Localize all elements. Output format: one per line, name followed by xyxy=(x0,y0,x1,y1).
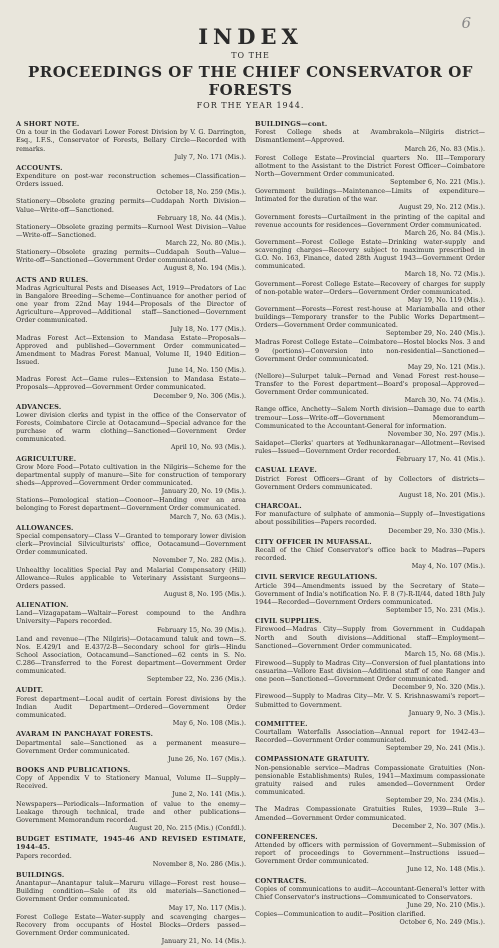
section-heading: CIVIL SUPPLIES. xyxy=(255,617,322,626)
entry-reference: May 29, No. 121 (Mis.). xyxy=(407,362,485,371)
entry-reference: October 18, No. 259 (Mis.). xyxy=(156,188,246,197)
index-section xyxy=(16,276,246,400)
entry-reference: June 12, No. 148 (Mis.). xyxy=(407,865,485,874)
index-entry xyxy=(16,879,246,912)
index-section xyxy=(16,766,246,832)
entry-text: Lower division clerks and typist in the office of the Conservator of Forests, Coimbatore Circle at Ootacamund—Special advance for the purchase of warm clothing—Sanctioned—Government Order communicated. xyxy=(16,410,246,444)
index-entry xyxy=(16,800,246,833)
index-entry xyxy=(255,692,485,716)
index-section xyxy=(16,120,246,161)
entry-text: Government—Forests—Forest rest-house at Mariamballa and other buildings—Temporary transfer to the Public Works Department—Orders—Government Order communicated. xyxy=(255,304,485,330)
section-heading: CITY OFFICER IN MUFASSAL. xyxy=(255,537,372,546)
entry-reference: January 20, No. 19 (Mis.). xyxy=(161,487,246,496)
page-number: 6 xyxy=(461,14,471,32)
section-heading: AUDIT. xyxy=(16,686,44,695)
index-entry xyxy=(16,284,246,333)
section-heading: ALIENATION. xyxy=(16,601,69,610)
section-heading: BUILDINGS—cont. xyxy=(255,120,328,128)
index-section xyxy=(255,833,485,874)
index-entry xyxy=(16,695,246,728)
index-entry xyxy=(255,910,485,926)
section-heading: AVARAM IN PANCHAYAT FORESTS. xyxy=(16,730,154,739)
index-entry xyxy=(16,739,246,763)
index-entry xyxy=(16,128,246,161)
entry-reference: December 9, No. 306 (Mis.). xyxy=(153,391,246,400)
entry-reference: March 7, No. 63 (Mis.). xyxy=(169,512,246,521)
entry-text: Unhealthy localities Special Pay and Malarial Compensatory (Hill) Allowance—Rules applicable to Veterinary Assistant Surgeons—Orders passed. xyxy=(16,565,246,590)
entry-reference: March 18, No. 72 (Mis.). xyxy=(404,270,485,279)
entry-reference: August 20, No. 215 (Mis.) (Confdl.). xyxy=(129,823,246,832)
entry-reference: September 22, No. 236 (Mis.). xyxy=(146,675,246,684)
section-heading: A SHORT NOTE. xyxy=(16,120,80,128)
index-entry xyxy=(255,510,485,534)
entry-text: The Madras Compassionate Gratuities Rules, 1939—Rule 3—Amended—Government Order communicated. xyxy=(255,805,485,822)
subtitle-to-the: TO THE xyxy=(231,51,270,60)
entry-reference: June 26, No. 167 (Mis.). xyxy=(168,754,246,763)
index-entry xyxy=(255,805,485,829)
section-heading: COMPASSIONATE GRATUITY. xyxy=(255,755,370,764)
entry-text: Grow More Food—Potato cultivation in the Nilgiris—Scheme for the departmental supply of manure—Site for construction of temporary sheds—Approved—Government Order communicated. xyxy=(16,462,246,488)
entry-text: Expenditure on post-war reconstruction schemes—Classification—Orders issued. xyxy=(16,172,246,189)
index-section xyxy=(255,755,485,829)
entry-reference: February 18, No. 44 (Mis.). xyxy=(157,213,246,222)
entry-text: Firewood—Supply to Madras City—Conversion of fuel plantations into casuarina—Vellore East division—Additional staff of one Ranger and one peon—Sanctioned—Government Order communicated. xyxy=(255,658,485,684)
index-section xyxy=(16,164,246,273)
index-columns xyxy=(16,120,485,948)
index-entry xyxy=(16,609,246,633)
entry-reference: May 19, No. 119 (Mis.). xyxy=(407,295,485,304)
entry-text: On a tour in the Godavari Lower Forest Division by V. G. Darrington, Esq., I.F.S., Conservator of Forests, Bellary Circle—Recorded with remarks. xyxy=(16,128,246,153)
entry-text: Forest College sheds at Avambrakola—Nilgiris district—Dismantlement—Approved. xyxy=(255,128,485,145)
section-heading: ALLOWANCES. xyxy=(16,523,74,532)
index-entry xyxy=(16,496,246,520)
index-section xyxy=(16,524,246,598)
entry-text: Forest department—Local audit of certain Forest divisions by the Indian Audit Department—Ordered—Government Order communicated. xyxy=(16,694,246,719)
index-entry xyxy=(255,238,485,279)
entry-reference: December 9, No. 320 (Mis.). xyxy=(392,683,485,692)
index-section xyxy=(255,877,485,927)
entry-reference: March 22, No. 80 (Mis.). xyxy=(165,239,246,248)
section-heading: ACCOUNTS. xyxy=(16,163,63,172)
left-column xyxy=(16,120,246,948)
entry-reference: September 15, No. 231 (Mis.). xyxy=(385,605,485,614)
entry-text: Land and revenue—(The Nilgiris)—Ootacamund taluk and town—S. Nos. E.429/1 and E.437/2-B—Secondary school for girls—Hindu School Association, Ootacamund—Sanctioned—62 cents in S. No. C.286—Transferred to the Forest department—Government Order communicated. xyxy=(16,634,246,676)
index-section xyxy=(16,730,246,763)
entry-reference: January 21, No. 14 (Mis.). xyxy=(161,937,246,946)
entry-reference: November 7, No. 282 (Mis.). xyxy=(152,556,246,565)
entry-reference: May 4, No. 107 (Mis.). xyxy=(411,562,485,571)
index-section xyxy=(16,601,246,683)
index-entry xyxy=(255,405,485,438)
index-section xyxy=(16,835,246,868)
index-entry xyxy=(16,223,246,247)
entry-text: Non-pensionable service—Madras Compassionate Gratuities (Non-pensionable Establishments) Rules, 1941—Maximum compassionate gratuity raised and rules amended—Government Order communicated. xyxy=(255,763,485,797)
entry-reference: February 17, No. 41 (Mis.). xyxy=(396,455,485,464)
entry-reference: January 9, No. 3 (Mis.). xyxy=(408,708,485,717)
section-heading: BUDGET ESTIMATE, 1945-46 AND REVISED ESTIMATE, 1944-45. xyxy=(16,835,246,852)
entry-text: For manufacture of sulphate of ammonia—Supply of—Investigations about possibilities—Papers recorded. xyxy=(255,510,485,527)
section-heading: COMMITTEE. xyxy=(255,719,308,728)
entry-reference: March 26, No. 83 (Mis.). xyxy=(404,144,485,153)
index-entry xyxy=(255,128,485,152)
entry-text: Forest College Estate—Water-supply and scavenging charges—Recovery from occupants of Hostel Blocks—Orders passed—Government Order communicated. xyxy=(16,912,246,937)
entry-text: Government forests—Curtailment in the printing of the capital and revenue accounts for residences—Government Order communicated. xyxy=(255,212,485,229)
index-entry xyxy=(16,913,246,946)
entry-reference: April 10, No. 93 (Mis.). xyxy=(170,443,246,452)
entry-reference: March 15, No. 68 (Mis.). xyxy=(404,649,485,658)
index-entry xyxy=(16,635,246,684)
entry-text: Stationery—Obsolete grazing permits—Cuddapah North Division—Value—Write-off—Sanctioned. xyxy=(16,197,246,214)
index-entry xyxy=(255,280,485,304)
right-column xyxy=(255,120,485,948)
entry-reference: September 29, No. 241 (Mis.). xyxy=(385,744,485,753)
index-entry xyxy=(16,532,246,565)
entry-reference: November 30, No. 297 (Mis.). xyxy=(387,429,485,438)
index-entry xyxy=(16,566,246,599)
entry-text: Courtallam Waterfalls Association—Annual report for 1942-43—Recorded—Government Order communicated. xyxy=(255,728,485,745)
entry-text: Government—Forest College Estate—Drinking water-supply and scavenging charges—Recovery subject to maximum prescribed in G.O. No. 163, Finance, dated 28th August 1943—Government Order communicated. xyxy=(255,237,485,271)
index-entry xyxy=(255,305,485,338)
index-entry xyxy=(255,546,485,570)
entry-text: Madras Forest Act—Extension to Mandasa Estate—Proposals—Approved and published—Government Order communicated—Amendment to Madras Forest Manual, Volume II, 1940 Edition—Issued. xyxy=(16,333,246,367)
index-entry xyxy=(255,475,485,499)
index-section xyxy=(255,573,485,614)
entry-text: Article 394—Amendments issued by the Secretary of State—Government of India's notification No. F. 8 (7)-R-II/44, dated 18th July 1944—Recorded—Government Orders communicated. xyxy=(255,581,485,606)
entry-reference: September 6, No. 221 (Mis.). xyxy=(390,178,485,187)
entry-text: Firewood—Madras City—Supply from Government in Cuddapah North and South divisions—Additional staff—Employment—Sanctioned—Government Order communicated. xyxy=(255,625,485,650)
index-entry xyxy=(255,213,485,237)
entry-reference: June 29, No. 210 (Mis.). xyxy=(407,901,485,910)
index-entry xyxy=(16,774,246,798)
index-entry xyxy=(255,154,485,187)
entry-reference: February 15, No. 39 (Mis.). xyxy=(157,625,246,634)
entry-text: Stationery—Obsolete grazing permits—Cuddapah South—Value—Write-off—Sanctioned—Government Order communicated. xyxy=(16,248,246,265)
index-entry xyxy=(16,248,246,272)
entry-reference: August 8, No. 194 (Mis.). xyxy=(163,264,246,273)
index-entry xyxy=(16,334,246,375)
index-section xyxy=(255,617,485,717)
index-entry xyxy=(16,172,246,196)
section-heading: AGRICULTURE. xyxy=(16,454,77,463)
entry-text: Newspapers—Periodicals—Information of value to the enemy—Leakage through technical, trade and other publications—Government Memorandum recorded. xyxy=(16,799,246,824)
entry-reference: December 29, No. 330 (Mis.). xyxy=(388,526,485,535)
index-section xyxy=(255,538,485,571)
index-entry xyxy=(255,728,485,752)
section-heading: BOOKS AND PUBLICATIONS. xyxy=(16,765,131,774)
section-heading: CIVIL SERVICE REGULATIONS. xyxy=(255,573,378,582)
section-heading: BUILDINGS. xyxy=(16,870,65,879)
index-section xyxy=(16,871,246,945)
index-section xyxy=(16,686,246,727)
entry-text: Stationery—Obsolete grazing permits—Kurnool West Division—Value—Write-off—Sanctioned. xyxy=(16,222,246,239)
entry-text: Departmental sale—Sanctioned as a permanent measure—Government Order communicated. xyxy=(16,738,246,755)
entry-text: Saidapet—Clerks' quarters at Yedhunkaranagar—Allotment—Revised rules—Issued—Government Order recorded. xyxy=(255,438,485,456)
entry-text: Attended by officers with permission of Government—Submission of report of proceedings to Government—Instructions issued—Government Order communicated. xyxy=(255,841,485,866)
entry-text: Land—Vizagapatam—Waltair—Forest compound to the Andhra University—Papers recorded. xyxy=(16,609,246,626)
section-heading: ADVANCES. xyxy=(16,402,62,411)
entry-text: Copies of communications to audit—Accountant-General's letter with Chief Conservator's instructions—Communicated to Conservators. xyxy=(255,884,485,901)
entry-text: Copies—Communication to audit—Position clarified. xyxy=(255,910,426,919)
entry-text: Special compensatory—Class V—Granted to temporary lower division clerk—Provincial Silviculturists' office, Ootacamund—Government Order communicated. xyxy=(16,532,246,557)
entry-text: Copy of Appendix V to Stationery Manual, Volume II—Supply—Received. xyxy=(16,774,246,791)
index-entry xyxy=(255,885,485,909)
entry-reference: December 2, No. 307 (Mis.). xyxy=(392,821,485,830)
index-section xyxy=(255,120,485,463)
index-entry xyxy=(255,659,485,692)
subtitle-year: FOR THE YEAR 1944. xyxy=(196,101,305,110)
index-entry xyxy=(16,852,246,868)
entry-reference: July 7, No. 171 (Mis.). xyxy=(174,152,246,161)
entry-reference: June 14, No. 150 (Mis.). xyxy=(168,366,246,375)
index-entry xyxy=(255,841,485,874)
index-entry xyxy=(255,338,485,371)
entry-reference: August 18, No. 201 (Mis.). xyxy=(398,490,485,499)
section-heading: CASUAL LEAVE. xyxy=(255,466,318,475)
index-entry xyxy=(16,411,246,452)
index-entry xyxy=(255,187,485,211)
index-title: INDEX xyxy=(198,24,303,49)
entry-text: Madras Forest College Estate—Coimbatore—Hostel blocks Nos. 3 and 9 (portions)—Conversion into non-residential—Sanctioned—Government Order communicated. xyxy=(255,338,485,363)
index-entry xyxy=(16,375,246,399)
section-heading: CONFERENCES. xyxy=(255,832,318,841)
entry-text: Government—Forest College Estate—Recovery of charges for supply of non-potable water—Orders—Government Order communicated. xyxy=(255,279,485,296)
entry-text: Anantapur—Anantapur taluk—Maruru village—Forest rest house—Building condition—Sale of its old materials—Sanctioned—Government Order communicated. xyxy=(16,879,246,904)
subtitle-proceedings: PROCEEDINGS OF THE CHIEF CONSERVATOR OF FORESTS xyxy=(28,63,473,99)
index-entry xyxy=(255,625,485,658)
entry-reference: June 2, No. 141 (Mis.). xyxy=(172,790,246,799)
entry-reference: August 29, No. 212 (Mis.). xyxy=(398,203,485,212)
index-entry xyxy=(255,439,485,463)
entry-reference: May 6, No. 108 (Mis.). xyxy=(172,719,246,728)
entry-text: Firewood—Supply to Madras City—Mr. V. S. Krishnaswami's report—Submitted to Government. xyxy=(255,692,485,709)
index-entry xyxy=(255,582,485,615)
entry-reference: July 18, No. 177 (Mis.). xyxy=(170,324,246,333)
entry-text: Madras Agricultural Pests and Diseases Act, 1919—Predators of Lac in Bangalore Breeding—Scheme—Continuance for another period of one year from 22nd May 1944—Proposals of the Director of Agriculture—Approved—Additional staff—Sanctioned—Government Order communicated. xyxy=(16,283,246,325)
entry-reference: March 26, No. 84 (Mis.). xyxy=(404,228,485,237)
entry-reference: October 6, No. 249 (Mis.). xyxy=(399,918,485,927)
entry-text: Forest College Estate—Provincial quarters No. III—Temporary allotment to the Assistant to the District Forest Officer—Coimbatore North—Government Order communicated. xyxy=(255,153,485,178)
entry-reference: September 29, No. 240 (Mis.). xyxy=(385,329,485,338)
entry-text: Range office, Anchetty—Salem North division—Damage due to earth tremour—Loss—Write-off—Government Memorandum—Communicated to the Accountant-General for information. xyxy=(255,405,485,430)
index-section xyxy=(16,403,246,452)
index-section xyxy=(255,466,485,499)
index-entry xyxy=(255,764,485,805)
entry-text: Stations—Pomological station—Coonoor—Handing over an area belonging to Forest department—Government Order communicated. xyxy=(16,496,246,513)
entry-reference: May 17, No. 117 (Mis.). xyxy=(168,903,246,912)
index-section xyxy=(255,502,485,535)
index-entry xyxy=(16,463,246,496)
index-entry xyxy=(255,372,485,405)
index-section xyxy=(16,455,246,521)
section-heading: ACTS AND RULES. xyxy=(16,275,89,284)
section-heading: CHARCOAL. xyxy=(255,501,302,510)
index-section xyxy=(255,720,485,753)
entry-reference: August 8, No. 195 (Mis.). xyxy=(163,589,246,598)
entry-reference: March 30, No. 74 (Mis.). xyxy=(404,396,485,405)
entry-text: Papers recorded. xyxy=(16,851,72,860)
index-entry xyxy=(16,197,246,221)
entry-text: Recall of the Chief Conservator's office back to Madras—Papers recorded. xyxy=(255,545,485,563)
entry-reference: November 8, No. 286 (Mis.). xyxy=(152,859,246,868)
entry-text: District Forest Officers—Grant of by Collectors of districts—Government Orders communicated. xyxy=(255,474,485,491)
entry-text: Madras Forest Act—Game rules—Extension to Mandasa Estate—Proposals—Approved—Government Order communicated. xyxy=(16,375,246,392)
entry-text: (Nellore)—Sulurpet taluk—Pernad and Venad Forest rest-house—Transfer to the Forest department—Board's proposal—Approved—Government Order communicated. xyxy=(255,371,485,397)
entry-text: Government buildings—Maintenance—Limits of expenditure—Intimated for the duration of the war. xyxy=(255,187,485,204)
entry-reference: September 29, No. 234 (Mis.). xyxy=(385,796,485,805)
section-heading: CONTRACTS. xyxy=(255,876,307,885)
